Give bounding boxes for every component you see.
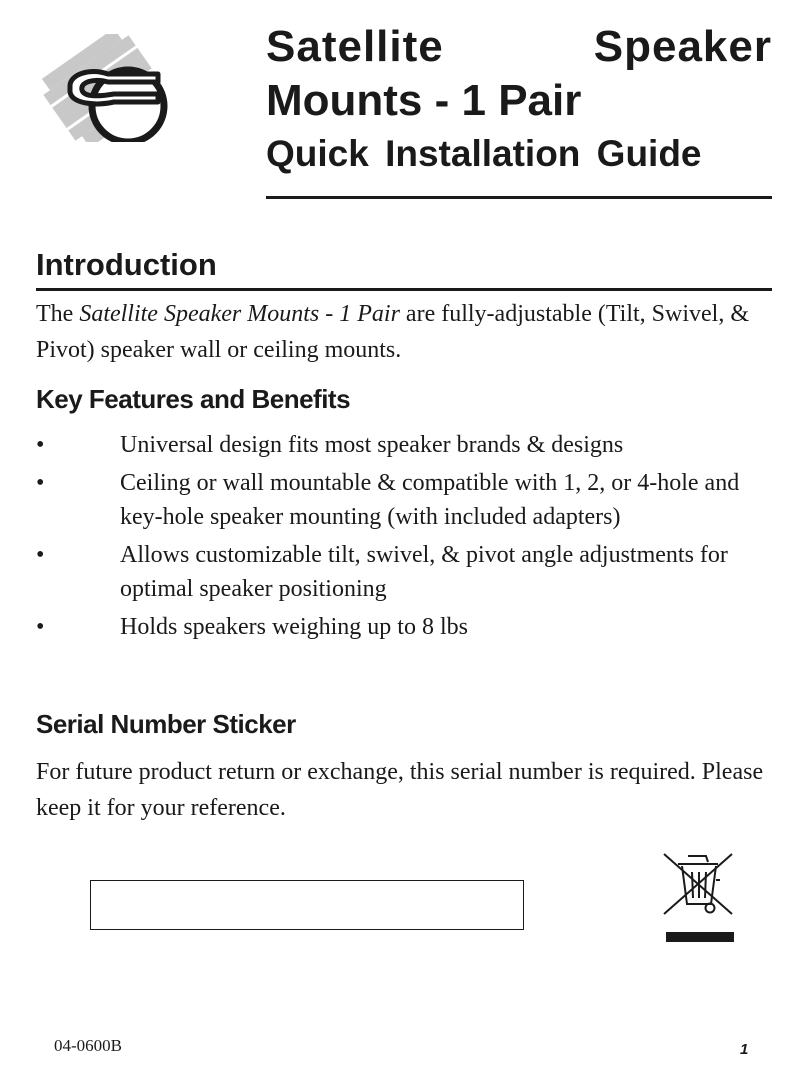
introduction-paragraph <box>36 296 776 368</box>
bullet-icon: • <box>36 432 45 458</box>
title-word-speaker: Speaker <box>593 22 772 71</box>
serial-heading: Serial Number Sticker <box>36 709 296 739</box>
list-item <box>36 428 776 462</box>
feature-text: Universal design fits most speaker brands & designs <box>120 432 624 458</box>
title-block <box>266 20 772 178</box>
page-number: 1 <box>740 1041 749 1058</box>
feature-text: Allows customizable tilt, swivel, & pivot angle adjustments for optimal speaker positioning <box>120 542 728 602</box>
serial-paragraph: For future product return or exchange, this serial number is required. Please keep it for your reference. <box>36 759 764 821</box>
features-heading: Key Features and Benefits <box>36 384 351 414</box>
page-subtitle: Quick Installation Guide <box>266 133 702 174</box>
intro-text-lead: The <box>36 301 80 327</box>
bullet-icon: • <box>36 470 45 496</box>
title-word-satellite: Satellite <box>266 22 444 71</box>
introduction-heading: Introduction <box>36 247 217 282</box>
intro-product-name: Satellite Speaker Mounts - 1 Pair <box>79 301 400 327</box>
siig-logo-icon <box>36 34 168 142</box>
introduction-divider <box>36 288 772 291</box>
feature-text: Holds speakers weighing up to 8 lbs <box>120 614 468 640</box>
page-title-line-2: Mounts - 1 Pair <box>266 76 582 125</box>
serial-number-sticker-box <box>90 880 524 930</box>
list-item <box>36 610 776 644</box>
list-item <box>36 538 776 606</box>
title-divider <box>266 196 772 199</box>
page-title-line-1 <box>266 20 772 74</box>
bullet-icon: • <box>36 542 45 568</box>
document-code: 04-0600B <box>54 1036 122 1055</box>
bullet-icon: • <box>36 614 45 640</box>
feature-text: Ceiling or wall mountable & compatible with 1, 2, or 4-hole and key-hole speaker mounting (with included adapters) <box>120 470 740 530</box>
list-item <box>36 466 776 534</box>
intro-text-rest: are fully-adjustable (Tilt, Swivel, & Pivot) speaker wall or ceiling mounts. <box>36 301 749 363</box>
features-list <box>36 428 776 648</box>
crossed-out-wheeled-bin-icon <box>660 850 740 944</box>
